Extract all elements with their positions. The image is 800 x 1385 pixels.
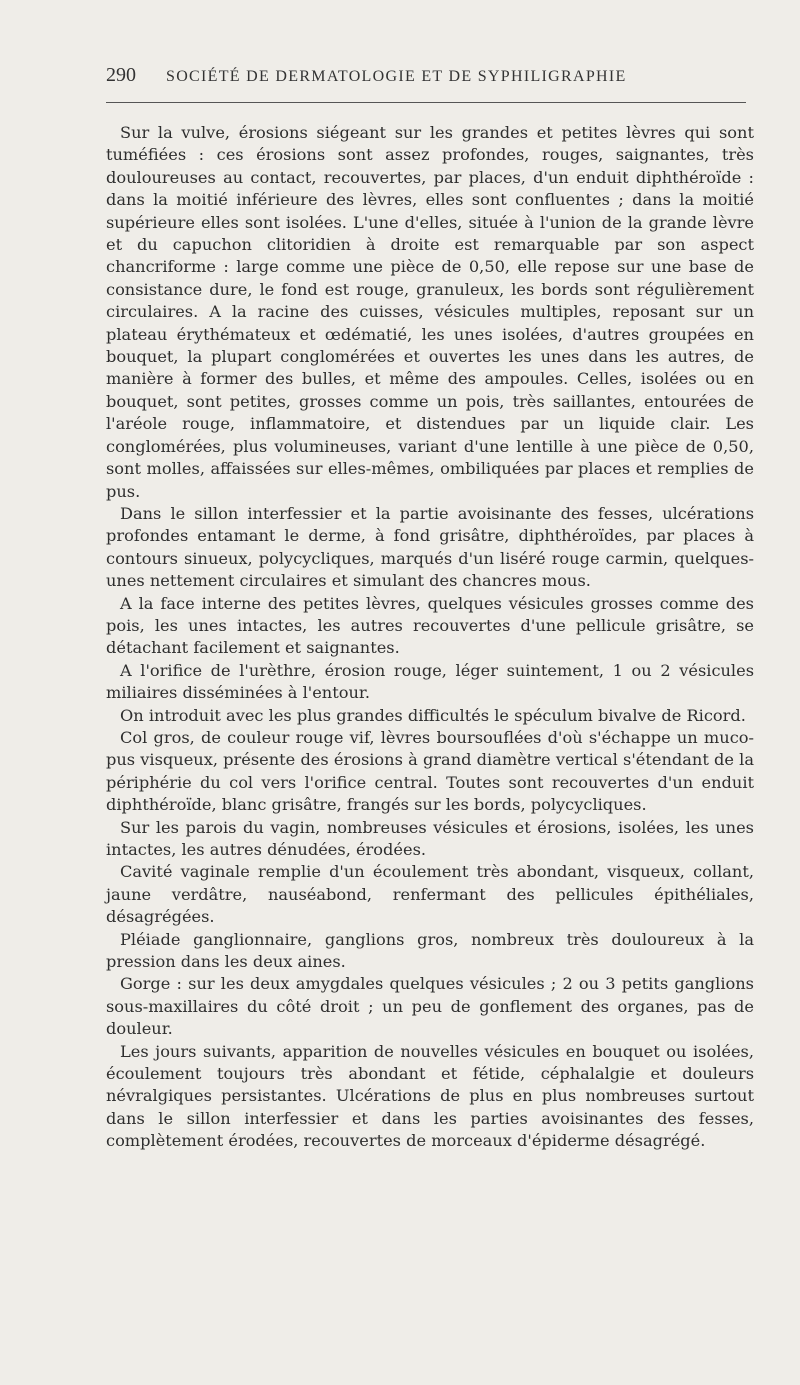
paragraph-petites-levres: A la face interne des petites lèvres, quelques vésicules grosses comme des pois, les unes intactes, les autres recouvertes d'une pellicule grisâtre, se détachant facilement et saignantes.: [106, 593, 754, 658]
running-title: SOCIÉTÉ DE DERMATOLOGIE ET DE SYPHILIGRAPHIE: [166, 68, 627, 85]
paragraph-vulve: Sur la vulve, érosions siégeant sur les grandes et petites lèvres qui sont tuméfiées : ces érosions sont assez profondes, rouges, saignantes, très douloureuses au contact, recouvertes, par places, d'un enduit diphthéroïde : dans la moitié inférieure des lèvres, elles sont confluentes ; dans la moitié supérieure elles sont isolées. L'une d'elles, située à l'union de la grande lèvre et du capuchon clitoridien à droite est remarquable par son aspect chancriforme : large comme une pièce de 0,50, elle repose sur une base de consistance dure, le fond est rouge, granuleux, les bords sont régulièrement circulaires. A la racine des cuisses, vésicules multiples, reposant sur un plateau érythémateux et œdématié, les unes isolées, d'autres groupées en bouquet, la plupart conglomérées et ouvertes les unes dans les autres, de manière à former des bulles, et même des ampoules. Celles, isolées ou en bouquet, sont petites, grosses comme un pois, très saillantes, entourées de l'aréole rouge, inflammatoire, et distendues par un liquide clair. Les conglomérées, plus volumineuses, variant d'une lentille à une pièce de 0,50, sont molles, affaissées sur elles-mêmes, ombiliquées par places et remplies de pus.: [106, 123, 754, 501]
page-number: 290: [106, 64, 136, 86]
paragraph-col: Col gros, de couleur rouge vif, lèvres boursouflées d'où s'échappe un muco-pus visqueux, présente des érosions à grand diamètre vertical s'étendant de la périphérie du col vers l'orifice central. Toutes sont recouvertes d'un enduit diphthéroïde, blanc grisâtre, frangés sur les bords, polycycliques.: [106, 727, 754, 815]
body-text: [106, 122, 754, 1153]
header-rule: [106, 102, 746, 103]
paragraph-gorge: Gorge : sur les deux amygdales quelques vésicules ; 2 ou 3 petits ganglions sous-maxillaires du côté droit ; un peu de gonflement des organes, pas de douleur.: [106, 974, 754, 1039]
paragraph-jours-suivants: Les jours suivants, apparition de nouvelles vésicules en bouquet ou isolées, écoulement toujours très abondant et fétide, céphalalgie et douleurs névralgiques persistantes. Ulcérations de plus en plus nombreuses surtout dans le sillon interfessier et dans les parties avoisinantes des fesses, complètement érodées, recouvertes de morceaux d'épiderme désagrégé.: [106, 1041, 754, 1151]
paragraph-pleiade: Pléiade ganglionnaire, ganglions gros, nombreux très douloureux à la pression dans les deux aines.: [106, 929, 754, 972]
paragraph-vagin: Sur les parois du vagin, nombreuses vésicules et érosions, isolées, les unes intactes, les autres dénudées, érodées.: [106, 817, 754, 859]
paragraph-speculum: On introduit avec les plus grandes difficultés le spéculum bivalve de Ricord.: [120, 705, 746, 725]
paragraph-urethre: A l'orifice de l'urèthre, érosion rouge, léger suintement, 1 ou 2 vésicules miliaires disséminées à l'entour.: [106, 660, 754, 703]
paragraph-sillon-interfessier: Dans le sillon interfessier et la partie avoisinante des fesses, ulcérations profondes entamant le derme, à fond grisâtre, diphthéroïdes, par places à contours sinueux, polycycliques, marqués d'un liséré rouge carmin, quelques-unes nettement circulaires et simulant des chancres mous.: [106, 503, 754, 591]
running-header: [106, 0, 754, 94]
paragraph-cavite-vaginale: Cavité vaginale remplie d'un écoulement très abondant, visqueux, collant, jaune verdâtre, nauséabond, renfermant des pellicules épithéliales, désagrégées.: [106, 862, 754, 927]
